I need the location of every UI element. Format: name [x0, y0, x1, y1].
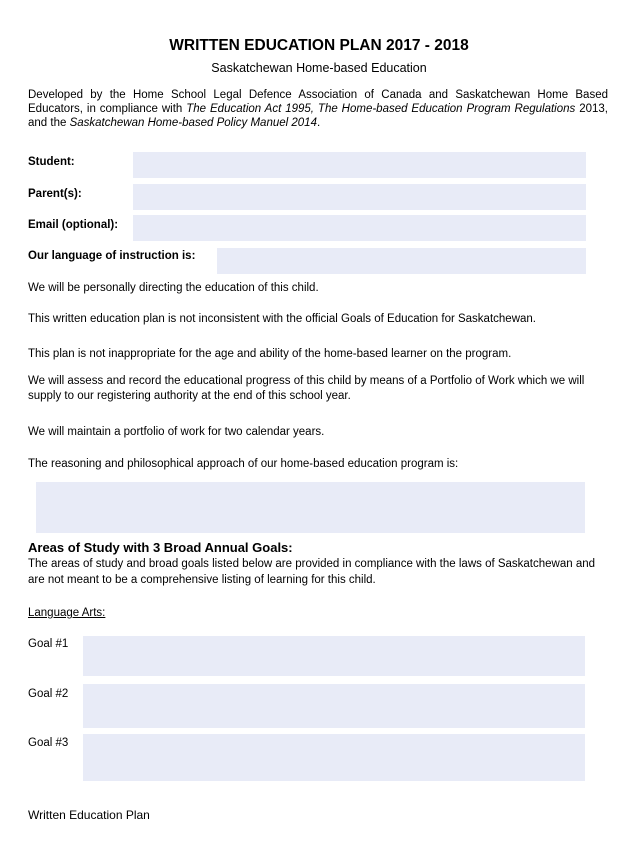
- statement-directing: We will be personally directing the education of this child.: [28, 282, 319, 294]
- parents-field[interactable]: [133, 184, 586, 210]
- subject-language-arts: Language Arts:: [28, 607, 106, 619]
- student-field[interactable]: [133, 152, 586, 178]
- page-title: WRITTEN EDUCATION PLAN 2017 - 2018: [169, 37, 469, 54]
- page-subtitle: Saskatchewan Home-based Education: [211, 61, 427, 75]
- goal-3-label: Goal #3: [28, 737, 69, 749]
- goal-3-field[interactable]: [83, 734, 585, 781]
- statement-appropriateness: This plan is not inappropriate for the age and ability of the home-based learner on the program.: [28, 348, 512, 360]
- statement-portfolio: We will maintain a portfolio of work for two calendar years.: [28, 426, 325, 438]
- goal-2-label: Goal #2: [28, 688, 69, 700]
- areas-description: The areas of study and broad goals listed below are provided in compliance with the laws of Saskatchewan and are not meant to be a comprehensive listing of learning for this child.: [28, 558, 596, 586]
- intro-paragraph: [28, 88, 608, 130]
- areas-heading: Areas of Study with 3 Broad Annual Goals:: [28, 540, 293, 555]
- intro-act-reference: The Education Act 1995, The Home-based Education Program Regulations: [186, 103, 576, 115]
- intro-policy-reference: Saskatchewan Home-based Policy Manuel 2014: [69, 117, 317, 129]
- intro-text: .: [316, 117, 321, 129]
- intro-text: Developed by the Home School Legal Defence Association of Canada and Saskatchewan Home Based Educators, in compliance with: [28, 89, 608, 115]
- statement-reasoning: The reasoning and philosophical approach of our home-based education program is:: [28, 458, 459, 470]
- reasoning-field[interactable]: [36, 482, 585, 533]
- goal-1-field[interactable]: [83, 636, 585, 676]
- language-field[interactable]: [217, 248, 586, 274]
- student-label: Student:: [28, 156, 75, 168]
- goal-1-label: Goal #1: [28, 638, 69, 650]
- parents-label: Parent(s):: [28, 188, 82, 200]
- language-label: Our language of instruction is:: [28, 250, 196, 262]
- statement-assessment: We will assess and record the educational progress of this child by means of a Portfolio of Work which we will supply to our registering authority at the end of this school year.: [28, 375, 585, 402]
- email-field[interactable]: [133, 215, 586, 241]
- goal-2-field[interactable]: [83, 684, 585, 728]
- intro-text: 2013, and the: [28, 103, 608, 129]
- page-footer: Written Education Plan: [28, 808, 150, 822]
- statement-goals-consistency: This written education plan is not inconsistent with the official Goals of Education for Saskatchewan.: [28, 313, 536, 325]
- email-label: Email (optional):: [28, 219, 119, 231]
